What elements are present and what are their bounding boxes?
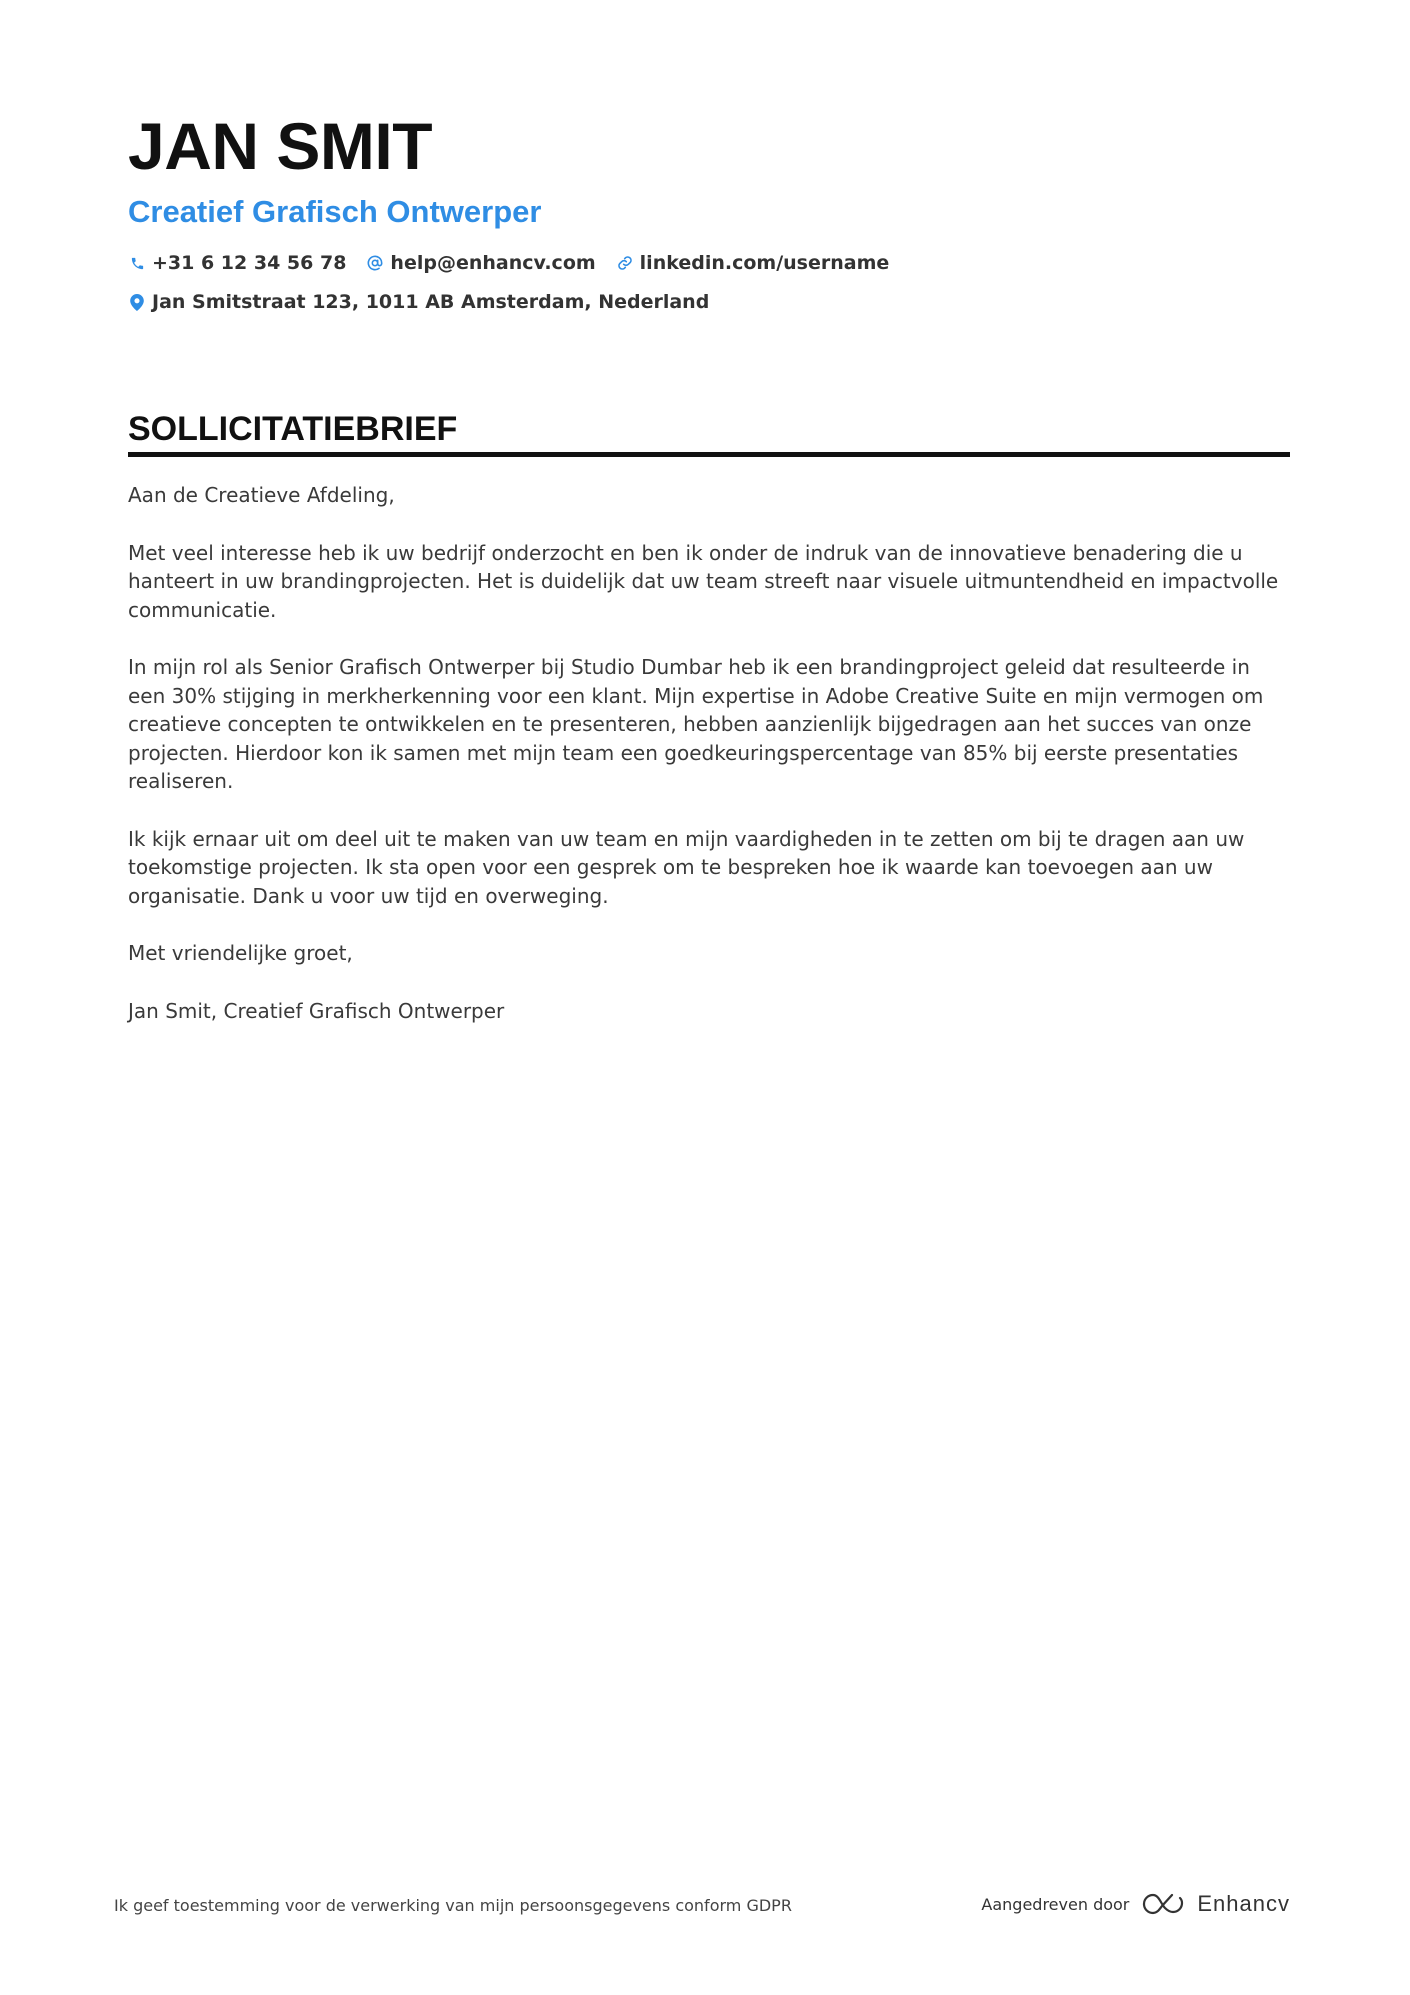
letter-body <box>128 481 1290 1054</box>
letter-paragraph: In mijn rol als Senior Grafisch Ontwerper bij Studio Dumbar heb ik een brandingproject geleid dat resulteerde in een 30% stijging in merkherkenning voor een klant. Mijn expertise in Adobe Creative Suite en mijn vermogen om creatieve concepten te ontwikkelen en te presenteren, hebben aanzienlijk bijgedragen aan het succes van onze projecten. Hierdoor kon ik samen met mijn team een goedkeuringspercentage van 85% bij eerste presentaties realiseren. <box>128 655 1264 793</box>
contact-linkedin[interactable] <box>616 252 890 274</box>
powered-by-label: Aangedreven door <box>981 1894 1130 1914</box>
candidate-job-title: Creatief Grafisch Ontwerper <box>128 194 542 229</box>
contact-phone <box>128 252 346 274</box>
contact-row-primary <box>128 248 1290 278</box>
phone-icon <box>128 254 146 272</box>
address-text: Jan Smitstraat 123, 1011 AB Amsterdam, Nederland <box>152 291 710 313</box>
powered-by[interactable] <box>981 1888 1290 1920</box>
enhancv-brand-name: Enhancv <box>1197 1891 1290 1916</box>
email-text[interactable]: help@enhancv.com <box>390 252 596 274</box>
page-footer <box>114 1888 1290 1928</box>
letter-paragraph: Ik kijk ernaar uit om deel uit te maken van uw team en mijn vaardigheden in te zetten om bij te dragen aan uw toekomstige projecten. Ik sta open voor een gesprek om te bespreken hoe ik waarde kan toevoegen aan uw organisatie. Dank u voor uw tijd en overweging. <box>128 826 1245 908</box>
location-pin-icon <box>128 293 146 311</box>
resume-header <box>128 108 1290 317</box>
at-icon <box>366 254 384 272</box>
contact-email[interactable] <box>366 252 595 274</box>
candidate-name: JAN SMIT <box>128 109 433 183</box>
linkedin-text[interactable]: linkedin.com/username <box>639 252 890 274</box>
letter-paragraph: Met veel interesse heb ik uw bedrijf onderzocht en ben ik onder de indruk van de innovatieve benadering die u hanteert in uw brandingprojecten. Het is duidelijk dat uw team streeft naar visuele uitmuntendheid en impactvolle communicatie. <box>128 540 1279 622</box>
contact-row-secondary <box>128 287 1290 317</box>
link-icon <box>616 254 634 272</box>
letter-closing: Met vriendelijke groet, <box>128 941 353 965</box>
gdpr-consent-text: Ik geef toestemming voor de verwerking van mijn persoonsgegevens conform GDPR <box>114 1896 792 1915</box>
letter-signature: Jan Smit, Creatief Grafisch Ontwerper <box>128 998 505 1023</box>
enhancv-logo-icon <box>1141 1891 1187 1917</box>
section-title: SOLLICITATIEBRIEF <box>128 408 1290 457</box>
phone-text: +31 6 12 34 56 78 <box>152 252 347 274</box>
letter-salutation: Aan de Creatieve Afdeling, <box>128 483 395 507</box>
contact-address <box>128 291 709 313</box>
